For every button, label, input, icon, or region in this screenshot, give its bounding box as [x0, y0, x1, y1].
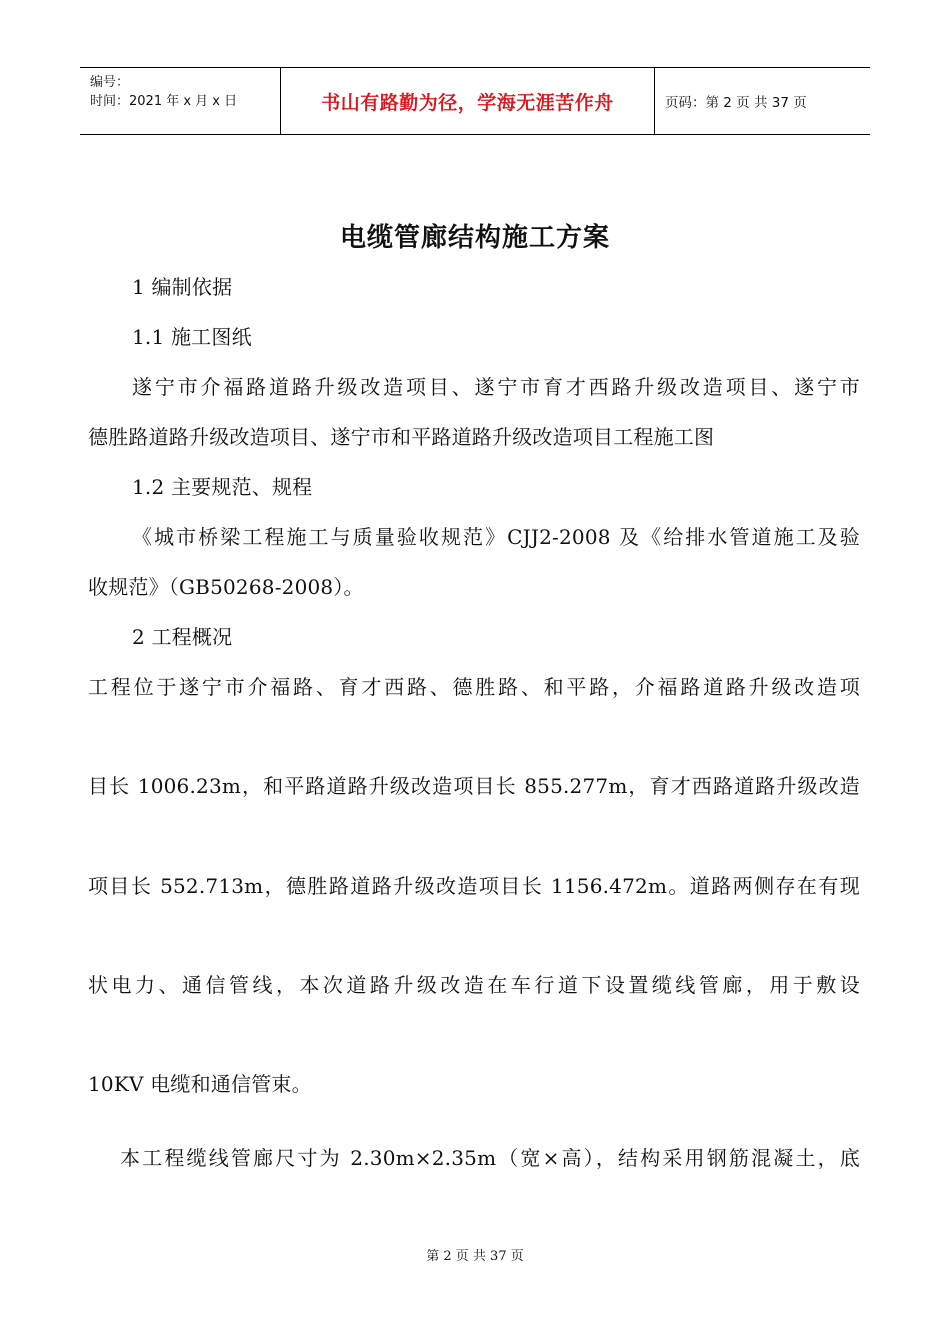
motto-cell: [281, 68, 655, 134]
motto-text: 书山有路勤为径，学海无涯苦作舟: [321, 91, 614, 114]
paragraph-line: 项目长 552.713m，德胜路道路升级改造项目长 1156.472m。道路两侧存在有现: [88, 874, 860, 898]
time-label: 时间：2021 年 x 月 x 日: [90, 94, 238, 109]
document-title: 电缆管廊结构施工方案: [339, 223, 610, 253]
paragraph-line: 《城市桥梁工程施工与质量验收规范》CJJ2-2008 及《给排水管道施工及验: [132, 525, 860, 549]
paragraph-line: 状电力、通信管线，本次道路升级改造在车行道下设置缆线管廊，用于敷设: [88, 973, 860, 997]
number-label: 编号：: [90, 75, 130, 90]
paragraph-line: 遂宁市介福路道路升级改造项目、遂宁市育才西路升级改造项目、遂宁市: [132, 375, 860, 399]
paragraph-line: 10KV 电缆和通信管束。: [88, 1072, 312, 1096]
heading-2: 2 工程概况: [132, 625, 233, 649]
paragraph-line: 德胜路道路升级改造项目、遂宁市和平路道路升级改造项目工程施工图: [88, 425, 715, 449]
page-footer: 第 2 页 共 37 页: [426, 1249, 524, 1264]
paragraph-line: 本工程缆线管廊尺寸为 2.30m×2.35m（宽×高），结构采用钢筋混凝土，底: [120, 1146, 860, 1170]
heading-1-2: 1.2 主要规范、规程: [132, 475, 313, 499]
header-table: [80, 67, 870, 135]
paragraph-line: 工程位于遂宁市介福路、育才西路、德胜路、和平路，介福路道路升级改造项: [88, 675, 860, 699]
page-info-text: 页码：第 2 页 共 37 页: [665, 95, 807, 111]
page-info-cell: [655, 68, 870, 134]
heading-1: 1 编制依据: [132, 275, 233, 299]
paragraph-line: 收规范》（GB50268-2008）。: [88, 575, 364, 599]
paragraph-line: 目长 1006.23m，和平路道路升级改造项目长 855.277m，育才西路道路升级改造: [88, 774, 860, 798]
header-meta-cell: [80, 68, 281, 134]
heading-1-1: 1.1 施工图纸: [132, 325, 252, 349]
